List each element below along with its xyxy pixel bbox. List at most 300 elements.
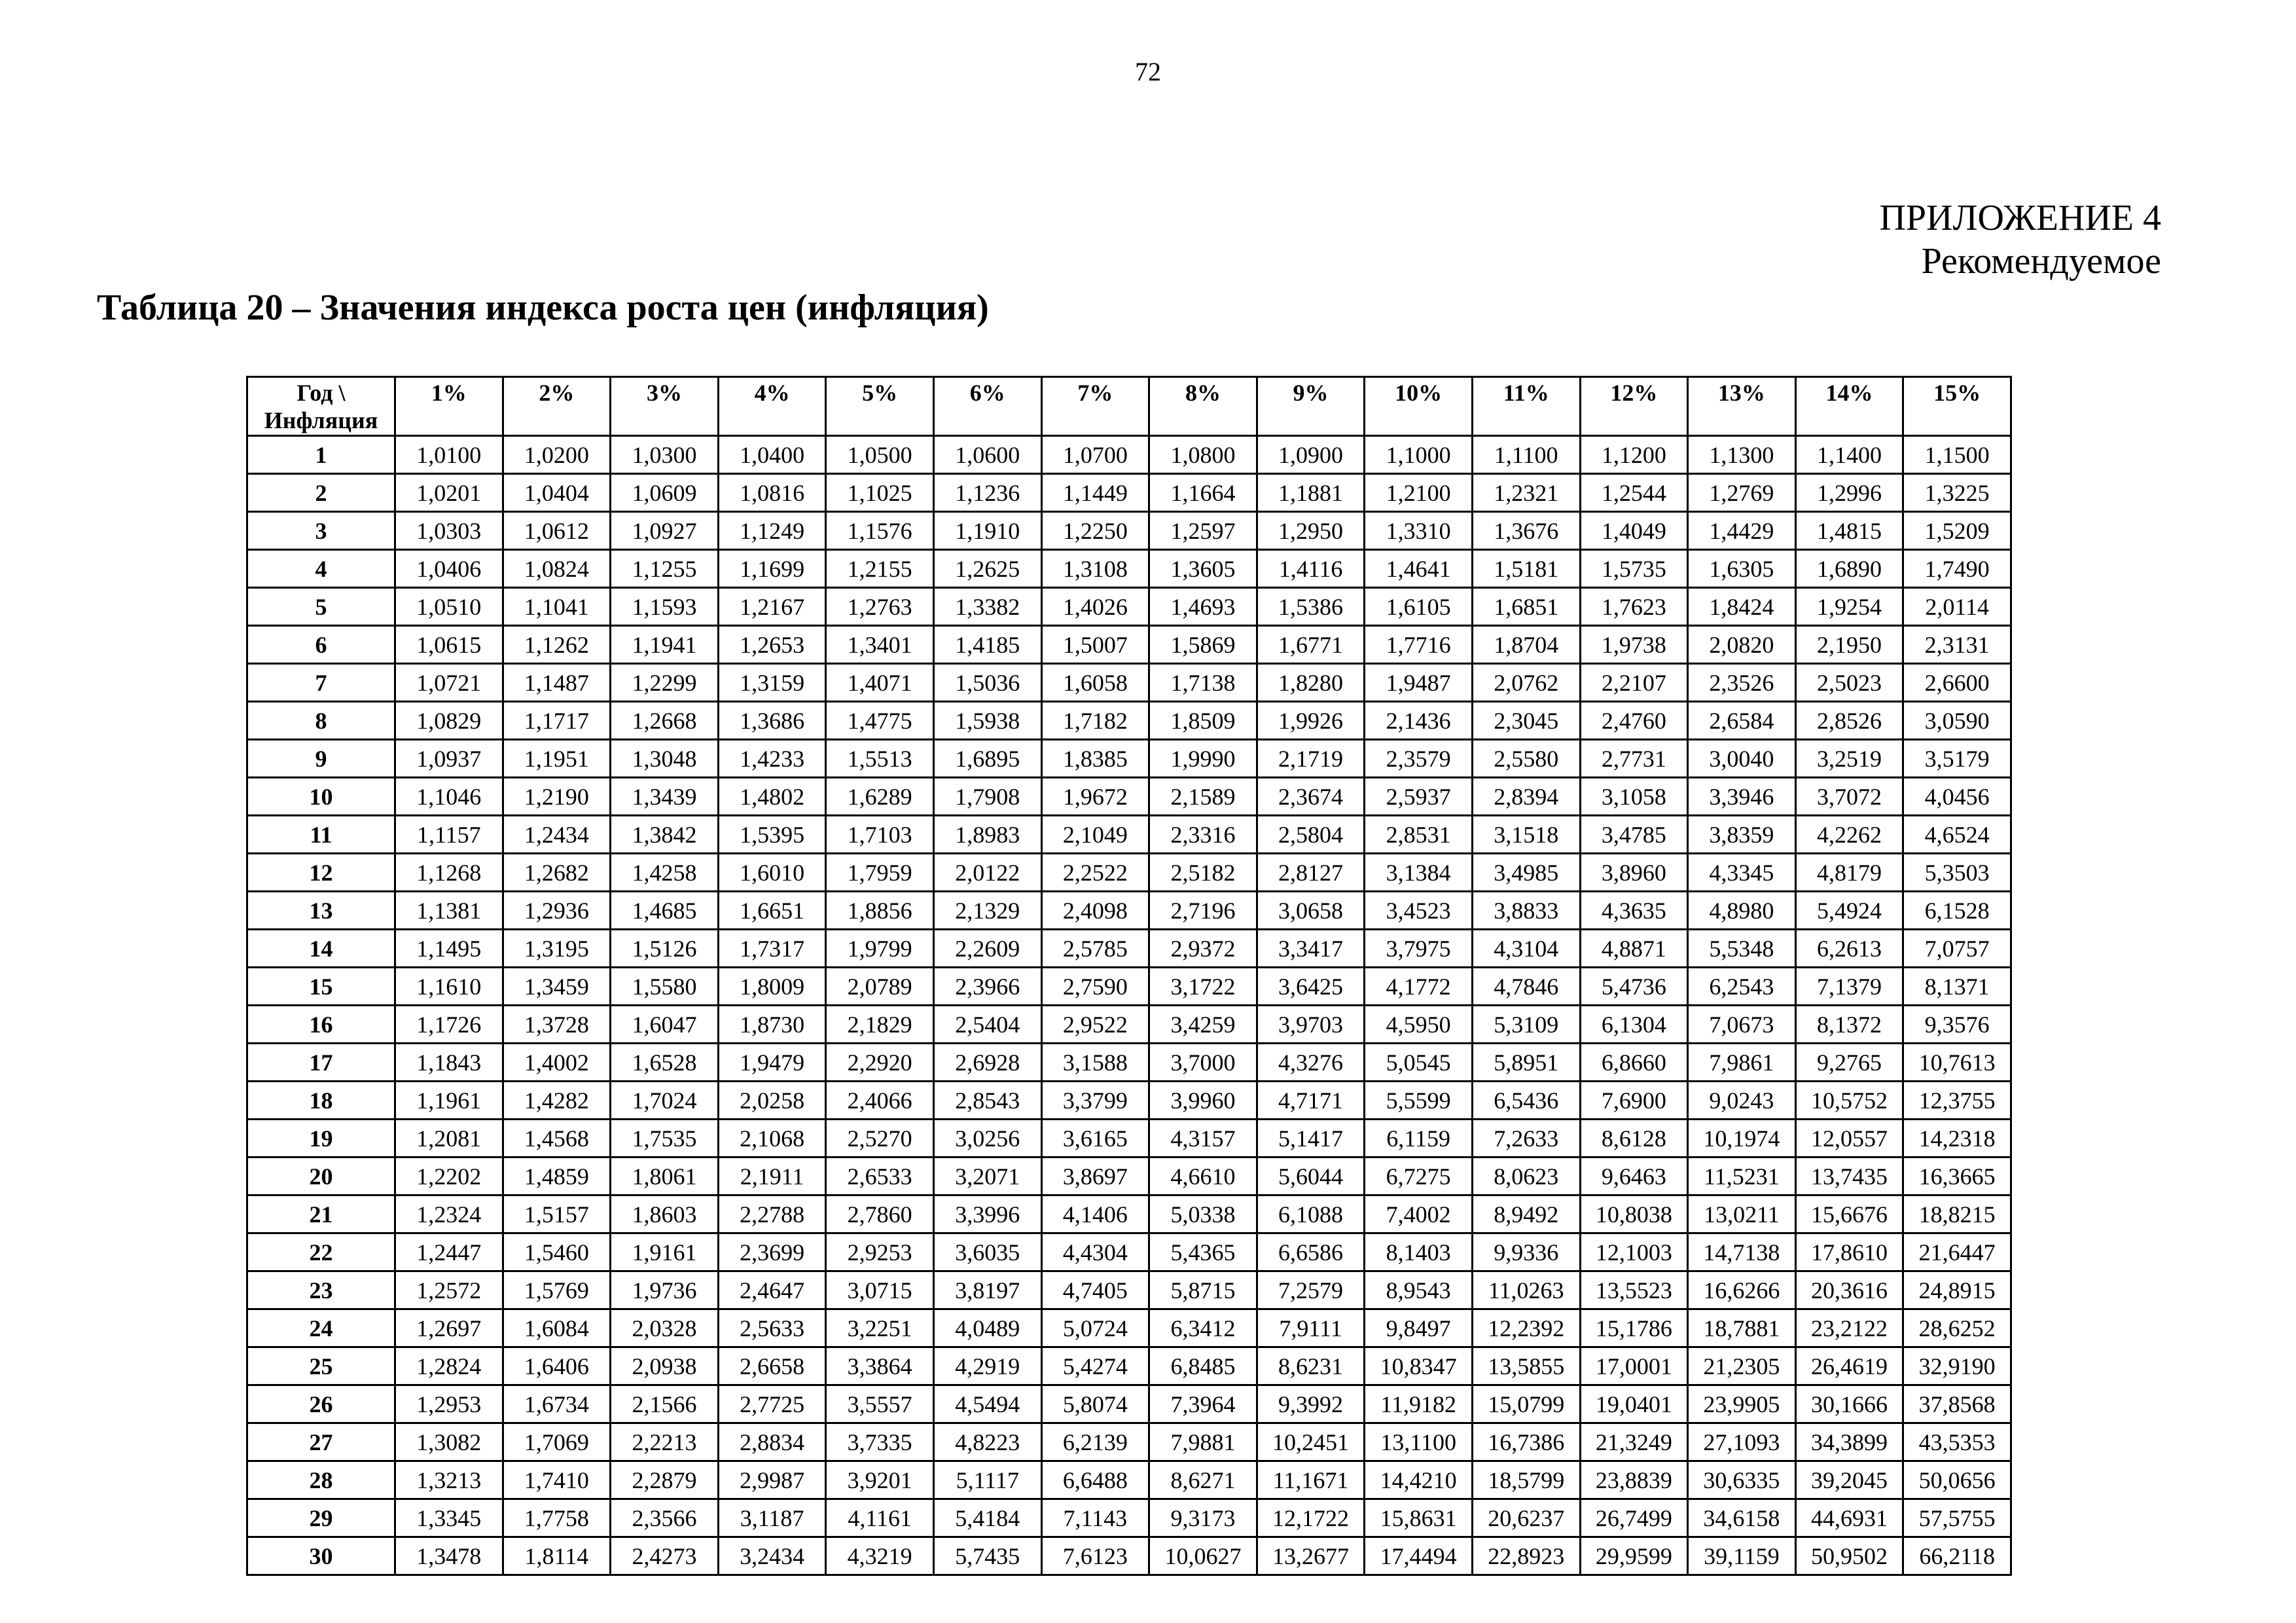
index-value-cell: 1,5460: [503, 1233, 611, 1271]
index-value-cell: 1,8730: [718, 1006, 826, 1044]
index-value-cell: 18,8215: [1903, 1195, 2011, 1233]
index-value-cell: 1,1843: [395, 1044, 503, 1082]
index-value-cell: 1,5386: [1257, 588, 1365, 626]
index-value-cell: 6,2613: [1795, 930, 1903, 968]
index-value-cell: 2,5270: [826, 1120, 934, 1158]
index-value-cell: 1,5735: [1580, 550, 1688, 588]
index-value-cell: 3,1518: [1472, 816, 1580, 854]
year-cell: 19: [247, 1120, 395, 1158]
table-row: [247, 1158, 2011, 1195]
index-value-cell: 1,0900: [1257, 436, 1365, 474]
index-value-cell: 1,6289: [826, 778, 934, 816]
index-value-cell: 7,0673: [1688, 1006, 1796, 1044]
index-value-cell: 8,6128: [1580, 1120, 1688, 1158]
index-value-cell: 7,9881: [1149, 1423, 1257, 1461]
index-value-cell: 2,0122: [933, 854, 1041, 892]
index-value-cell: 43,5353: [1903, 1423, 2011, 1461]
index-value-cell: 1,2769: [1688, 474, 1796, 512]
index-value-cell: 2,3966: [933, 968, 1041, 1006]
index-value-cell: 3,6425: [1257, 968, 1365, 1006]
table-row: [247, 930, 2011, 968]
index-value-cell: 2,1068: [718, 1120, 826, 1158]
index-value-cell: 2,7590: [1041, 968, 1149, 1006]
index-value-cell: 1,2434: [503, 816, 611, 854]
index-value-cell: 1,0406: [395, 550, 503, 588]
index-value-cell: 1,2447: [395, 1233, 503, 1271]
column-header: 11%: [1472, 377, 1580, 436]
index-value-cell: 1,0700: [1041, 436, 1149, 474]
index-value-cell: 1,1025: [826, 474, 934, 512]
index-value-cell: 1,1249: [718, 512, 826, 550]
index-value-cell: 1,1576: [826, 512, 934, 550]
index-value-cell: 7,6123: [1041, 1537, 1149, 1575]
table-row: [247, 1120, 2011, 1158]
index-value-cell: 1,5209: [1903, 512, 2011, 550]
index-value-cell: 1,3459: [503, 968, 611, 1006]
index-value-cell: 2,8834: [718, 1423, 826, 1461]
index-value-cell: 1,4429: [1688, 512, 1796, 550]
index-value-cell: 17,4494: [1365, 1537, 1473, 1575]
index-value-cell: 1,0300: [611, 436, 719, 474]
column-header: 9%: [1257, 377, 1365, 436]
index-value-cell: 2,7860: [826, 1195, 934, 1233]
index-value-cell: 1,6084: [503, 1309, 611, 1347]
index-value-cell: 1,1610: [395, 968, 503, 1006]
table-row: [247, 588, 2011, 626]
index-value-cell: 1,5126: [611, 930, 719, 968]
index-value-cell: 2,8543: [933, 1082, 1041, 1120]
index-value-cell: 2,7196: [1149, 892, 1257, 930]
index-value-cell: 1,5580: [611, 968, 719, 1006]
index-value-cell: 2,3674: [1257, 778, 1365, 816]
index-value-cell: 1,0829: [395, 702, 503, 740]
index-value-cell: 8,9492: [1472, 1195, 1580, 1233]
index-value-cell: 1,1100: [1472, 436, 1580, 474]
index-value-cell: 15,1786: [1580, 1309, 1688, 1347]
index-value-cell: 1,9672: [1041, 778, 1149, 816]
index-value-cell: 3,4523: [1365, 892, 1473, 930]
index-value-cell: 2,5937: [1365, 778, 1473, 816]
index-value-cell: 1,8280: [1257, 664, 1365, 702]
index-value-cell: 3,0715: [826, 1271, 934, 1309]
index-value-cell: 3,1058: [1580, 778, 1688, 816]
year-cell: 22: [247, 1233, 395, 1271]
index-value-cell: 37,8568: [1903, 1385, 2011, 1423]
index-value-cell: 11,1671: [1257, 1461, 1365, 1499]
index-value-cell: 2,2879: [611, 1461, 719, 1499]
index-value-cell: 1,1593: [611, 588, 719, 626]
index-value-cell: 2,3526: [1688, 664, 1796, 702]
table-row: [247, 436, 2011, 474]
year-cell: 28: [247, 1461, 395, 1499]
index-value-cell: 3,9703: [1257, 1006, 1365, 1044]
table-row: [247, 1195, 2011, 1233]
index-value-cell: 6,1304: [1580, 1006, 1688, 1044]
index-value-cell: 1,5869: [1149, 626, 1257, 664]
index-value-cell: 12,0557: [1795, 1120, 1903, 1158]
index-value-cell: 1,3728: [503, 1006, 611, 1044]
index-value-cell: 1,7182: [1041, 702, 1149, 740]
index-value-cell: 1,6406: [503, 1347, 611, 1385]
index-value-cell: 5,5348: [1688, 930, 1796, 968]
index-value-cell: 3,7072: [1795, 778, 1903, 816]
index-value-cell: 4,3276: [1257, 1044, 1365, 1082]
index-value-cell: 6,6586: [1257, 1233, 1365, 1271]
index-value-cell: 1,1726: [395, 1006, 503, 1044]
index-value-cell: 18,7881: [1688, 1309, 1796, 1347]
table-row: [247, 892, 2011, 930]
index-value-cell: 1,8385: [1041, 740, 1149, 778]
year-cell: 13: [247, 892, 395, 930]
index-value-cell: 2,3131: [1903, 626, 2011, 664]
index-value-cell: 1,1500: [1903, 436, 2011, 474]
year-cell: 18: [247, 1082, 395, 1120]
index-value-cell: 1,2625: [933, 550, 1041, 588]
year-cell: 8: [247, 702, 395, 740]
year-cell: 24: [247, 1309, 395, 1347]
index-value-cell: 1,2100: [1365, 474, 1473, 512]
index-value-cell: 14,7138: [1688, 1233, 1796, 1271]
index-value-cell: 1,1941: [611, 626, 719, 664]
index-value-cell: 2,7731: [1580, 740, 1688, 778]
index-value-cell: 1,6851: [1472, 588, 1580, 626]
index-value-cell: 1,7138: [1149, 664, 1257, 702]
index-value-cell: 2,8526: [1795, 702, 1903, 740]
index-value-cell: 1,6651: [718, 892, 826, 930]
index-value-cell: 1,0500: [826, 436, 934, 474]
index-value-cell: 2,4760: [1580, 702, 1688, 740]
index-value-cell: 2,4273: [611, 1537, 719, 1575]
index-value-cell: 2,0762: [1472, 664, 1580, 702]
table-row: [247, 1537, 2011, 1575]
index-value-cell: 1,6105: [1365, 588, 1473, 626]
index-value-cell: 4,6610: [1149, 1158, 1257, 1195]
index-value-cell: 1,2202: [395, 1158, 503, 1195]
index-value-cell: 15,0799: [1472, 1385, 1580, 1423]
index-value-cell: 3,2251: [826, 1309, 934, 1347]
index-value-cell: 1,7069: [503, 1423, 611, 1461]
appendix-subtitle: Рекомендуемое: [1921, 241, 2161, 282]
year-cell: 5: [247, 588, 395, 626]
index-value-cell: 9,6463: [1580, 1158, 1688, 1195]
index-value-cell: 1,7908: [933, 778, 1041, 816]
index-value-cell: 3,8833: [1472, 892, 1580, 930]
index-value-cell: 1,0612: [503, 512, 611, 550]
index-value-cell: 19,0401: [1580, 1385, 1688, 1423]
header-year-inflation: [247, 377, 395, 436]
index-value-cell: 2,2107: [1580, 664, 1688, 702]
index-value-cell: 1,1910: [933, 512, 1041, 550]
index-value-cell: 1,0404: [503, 474, 611, 512]
index-value-cell: 6,1159: [1365, 1120, 1473, 1158]
table-row: [247, 1271, 2011, 1309]
index-value-cell: 17,8610: [1795, 1233, 1903, 1271]
index-value-cell: 11,0263: [1472, 1271, 1580, 1309]
index-value-cell: 1,7716: [1365, 626, 1473, 664]
index-value-cell: 1,4258: [611, 854, 719, 892]
table-row: [247, 740, 2011, 778]
index-value-cell: 1,0816: [718, 474, 826, 512]
index-value-cell: 1,1961: [395, 1082, 503, 1120]
index-value-cell: 29,9599: [1580, 1537, 1688, 1575]
index-value-cell: 1,2544: [1580, 474, 1688, 512]
index-value-cell: 3,1588: [1041, 1044, 1149, 1082]
appendix-heading: [1879, 196, 2161, 283]
table-row: [247, 778, 2011, 816]
index-value-cell: 7,9111: [1257, 1309, 1365, 1347]
index-value-cell: 1,6047: [611, 1006, 719, 1044]
index-value-cell: 2,0258: [718, 1082, 826, 1120]
index-value-cell: 1,3082: [395, 1423, 503, 1461]
index-value-cell: 1,3048: [611, 740, 719, 778]
index-value-cell: 1,5181: [1472, 550, 1580, 588]
index-value-cell: 2,5804: [1257, 816, 1365, 854]
index-value-cell: 2,1436: [1365, 702, 1473, 740]
index-value-cell: 1,1268: [395, 854, 503, 892]
index-value-cell: 3,5179: [1903, 740, 2011, 778]
index-value-cell: 30,6335: [1688, 1461, 1796, 1499]
index-value-cell: 1,6058: [1041, 664, 1149, 702]
index-value-cell: 1,6010: [718, 854, 826, 892]
index-value-cell: 9,3576: [1903, 1006, 2011, 1044]
year-cell: 27: [247, 1423, 395, 1461]
index-value-cell: 3,3417: [1257, 930, 1365, 968]
index-value-cell: 5,5599: [1365, 1082, 1473, 1120]
year-cell: 12: [247, 854, 395, 892]
year-cell: 9: [247, 740, 395, 778]
index-value-cell: 7,3964: [1149, 1385, 1257, 1423]
index-value-cell: 2,4098: [1041, 892, 1149, 930]
index-value-cell: 6,6488: [1041, 1461, 1149, 1499]
column-header: 6%: [933, 377, 1041, 436]
index-value-cell: 1,0510: [395, 588, 503, 626]
table-body: [247, 436, 2011, 1575]
index-value-cell: 1,3478: [395, 1537, 503, 1575]
index-value-cell: 5,3503: [1903, 854, 2011, 892]
index-value-cell: 6,8485: [1149, 1347, 1257, 1385]
index-value-cell: 15,8631: [1365, 1499, 1473, 1537]
appendix-title: ПРИЛОЖЕНИЕ 4: [1879, 198, 2161, 238]
index-value-cell: 3,3864: [826, 1347, 934, 1385]
index-value-cell: 23,9905: [1688, 1385, 1796, 1423]
index-value-cell: 1,6734: [503, 1385, 611, 1423]
index-value-cell: 4,3635: [1580, 892, 1688, 930]
index-value-cell: 1,7623: [1580, 588, 1688, 626]
index-value-cell: 3,0256: [933, 1120, 1041, 1158]
index-value-cell: 7,4002: [1365, 1195, 1473, 1233]
index-value-cell: 4,7405: [1041, 1271, 1149, 1309]
year-cell: 29: [247, 1499, 395, 1537]
index-value-cell: 1,4026: [1041, 588, 1149, 626]
index-value-cell: 7,6900: [1580, 1082, 1688, 1120]
index-value-cell: 2,1329: [933, 892, 1041, 930]
index-value-cell: 1,8509: [1149, 702, 1257, 740]
index-value-cell: 2,9253: [826, 1233, 934, 1271]
index-value-cell: 3,3946: [1688, 778, 1796, 816]
index-value-cell: 5,4736: [1580, 968, 1688, 1006]
index-value-cell: 1,2936: [503, 892, 611, 930]
index-value-cell: 1,1495: [395, 930, 503, 968]
table-row: [247, 550, 2011, 588]
index-value-cell: 4,3157: [1149, 1120, 1257, 1158]
index-value-cell: 1,4815: [1795, 512, 1903, 550]
year-cell: 1: [247, 436, 395, 474]
index-value-cell: 2,1049: [1041, 816, 1149, 854]
page-number: 72: [1135, 57, 1161, 86]
index-value-cell: 1,3842: [611, 816, 719, 854]
header-year-label: Год \: [296, 380, 346, 406]
index-value-cell: 11,9182: [1365, 1385, 1473, 1423]
index-value-cell: 1,0400: [718, 436, 826, 474]
index-value-cell: 14,4210: [1365, 1461, 1473, 1499]
index-value-cell: 2,9987: [718, 1461, 826, 1499]
index-value-cell: 16,3665: [1903, 1158, 2011, 1195]
index-value-cell: 4,8980: [1688, 892, 1796, 930]
index-value-cell: 1,1881: [1257, 474, 1365, 512]
index-value-cell: 9,8497: [1365, 1309, 1473, 1347]
index-value-cell: 30,1666: [1795, 1385, 1903, 1423]
index-value-cell: 4,0456: [1903, 778, 2011, 816]
index-value-cell: 4,7171: [1257, 1082, 1365, 1120]
index-value-cell: 1,5938: [933, 702, 1041, 740]
index-value-cell: 5,4924: [1795, 892, 1903, 930]
index-value-cell: 4,8179: [1795, 854, 1903, 892]
index-value-cell: 2,1950: [1795, 626, 1903, 664]
index-value-cell: 5,0724: [1041, 1309, 1149, 1347]
index-value-cell: 15,6676: [1795, 1195, 1903, 1233]
index-value-cell: 8,6231: [1257, 1347, 1365, 1385]
index-value-cell: 26,7499: [1580, 1499, 1688, 1537]
table-row: [247, 1423, 2011, 1461]
index-value-cell: 7,1379: [1795, 968, 1903, 1006]
index-value-cell: 1,2682: [503, 854, 611, 892]
index-value-cell: 1,0927: [611, 512, 719, 550]
index-value-cell: 1,8009: [718, 968, 826, 1006]
index-value-cell: 1,4775: [826, 702, 934, 740]
table-row: [247, 512, 2011, 550]
table-row: [247, 702, 2011, 740]
index-value-cell: 3,8359: [1688, 816, 1796, 854]
index-value-cell: 2,6658: [718, 1347, 826, 1385]
year-cell: 4: [247, 550, 395, 588]
index-value-cell: 1,8983: [933, 816, 1041, 854]
header-inflation-label: Инфляция: [264, 407, 378, 433]
table-row: [247, 1044, 2011, 1082]
index-value-cell: 1,7959: [826, 854, 934, 892]
index-value-cell: 4,7846: [1472, 968, 1580, 1006]
index-value-cell: 9,2765: [1795, 1044, 1903, 1082]
index-value-cell: 1,3605: [1149, 550, 1257, 588]
index-value-cell: 4,3104: [1472, 930, 1580, 968]
index-value-cell: 3,7975: [1365, 930, 1473, 968]
year-cell: 3: [247, 512, 395, 550]
index-value-cell: 7,0757: [1903, 930, 2011, 968]
year-cell: 6: [247, 626, 395, 664]
index-value-cell: 10,1974: [1688, 1120, 1796, 1158]
index-value-cell: 20,3616: [1795, 1271, 1903, 1309]
year-cell: 10: [247, 778, 395, 816]
index-value-cell: 2,5023: [1795, 664, 1903, 702]
index-value-cell: 9,9336: [1472, 1233, 1580, 1271]
index-value-cell: 1,3108: [1041, 550, 1149, 588]
index-value-cell: 1,3401: [826, 626, 934, 664]
index-value-cell: 1,1699: [718, 550, 826, 588]
index-value-cell: 1,2950: [1257, 512, 1365, 550]
index-value-cell: 12,1003: [1580, 1233, 1688, 1271]
index-value-cell: 4,3219: [826, 1537, 934, 1575]
index-value-cell: 2,1911: [718, 1158, 826, 1195]
index-value-cell: 8,6271: [1149, 1461, 1257, 1499]
index-value-cell: 3,1722: [1149, 968, 1257, 1006]
year-cell: 21: [247, 1195, 395, 1233]
column-header: 4%: [718, 377, 826, 436]
index-value-cell: 34,3899: [1795, 1423, 1903, 1461]
index-value-cell: 4,8871: [1580, 930, 1688, 968]
index-value-cell: 1,7535: [611, 1120, 719, 1158]
index-value-cell: 10,2451: [1257, 1423, 1365, 1461]
index-value-cell: 3,4785: [1580, 816, 1688, 854]
column-header: 5%: [826, 377, 934, 436]
index-value-cell: 1,1041: [503, 588, 611, 626]
index-value-cell: 4,3345: [1688, 854, 1796, 892]
index-value-cell: 32,9190: [1903, 1347, 2011, 1385]
year-cell: 20: [247, 1158, 395, 1195]
index-value-cell: 6,3412: [1149, 1309, 1257, 1347]
index-value-cell: 1,1487: [503, 664, 611, 702]
index-value-cell: 1,1157: [395, 816, 503, 854]
index-value-cell: 6,2543: [1688, 968, 1796, 1006]
index-value-cell: 1,7410: [503, 1461, 611, 1499]
column-header: 12%: [1580, 377, 1688, 436]
index-value-cell: 1,6895: [933, 740, 1041, 778]
index-value-cell: 1,9799: [826, 930, 934, 968]
index-value-cell: 21,6447: [1903, 1233, 2011, 1271]
index-value-cell: 12,2392: [1472, 1309, 1580, 1347]
index-value-cell: 1,4641: [1365, 550, 1473, 588]
table-row: [247, 1461, 2011, 1499]
index-value-cell: 13,5523: [1580, 1271, 1688, 1309]
index-value-cell: 1,1400: [1795, 436, 1903, 474]
index-value-cell: 1,5395: [718, 816, 826, 854]
index-value-cell: 4,8223: [933, 1423, 1041, 1461]
index-value-cell: 1,8061: [611, 1158, 719, 1195]
index-value-cell: 9,0243: [1688, 1082, 1796, 1120]
index-value-cell: 2,1566: [611, 1385, 719, 1423]
index-value-cell: 8,1371: [1903, 968, 2011, 1006]
index-value-cell: 1,5769: [503, 1271, 611, 1309]
index-value-cell: 1,2597: [1149, 512, 1257, 550]
index-value-cell: 7,2579: [1257, 1271, 1365, 1309]
index-value-cell: 1,1951: [503, 740, 611, 778]
table-title: Таблица 20 – Значения индекса роста цен (инфляция): [97, 287, 989, 328]
index-value-cell: 9,3992: [1257, 1385, 1365, 1423]
index-value-cell: 10,7613: [1903, 1044, 2011, 1082]
index-value-cell: 10,8038: [1580, 1195, 1688, 1233]
index-value-cell: 1,4685: [611, 892, 719, 930]
index-value-cell: 5,0545: [1365, 1044, 1473, 1082]
index-value-cell: 2,6584: [1688, 702, 1796, 740]
index-value-cell: 1,1717: [503, 702, 611, 740]
index-value-cell: 5,4274: [1041, 1347, 1149, 1385]
index-value-cell: 2,4647: [718, 1271, 826, 1309]
index-value-cell: 2,8127: [1257, 854, 1365, 892]
index-value-cell: 3,8697: [1041, 1158, 1149, 1195]
column-header: 15%: [1903, 377, 2011, 436]
index-value-cell: 1,3345: [395, 1499, 503, 1537]
table-header-row: [247, 377, 2011, 436]
index-value-cell: 1,3213: [395, 1461, 503, 1499]
index-value-cell: 1,7024: [611, 1082, 719, 1120]
